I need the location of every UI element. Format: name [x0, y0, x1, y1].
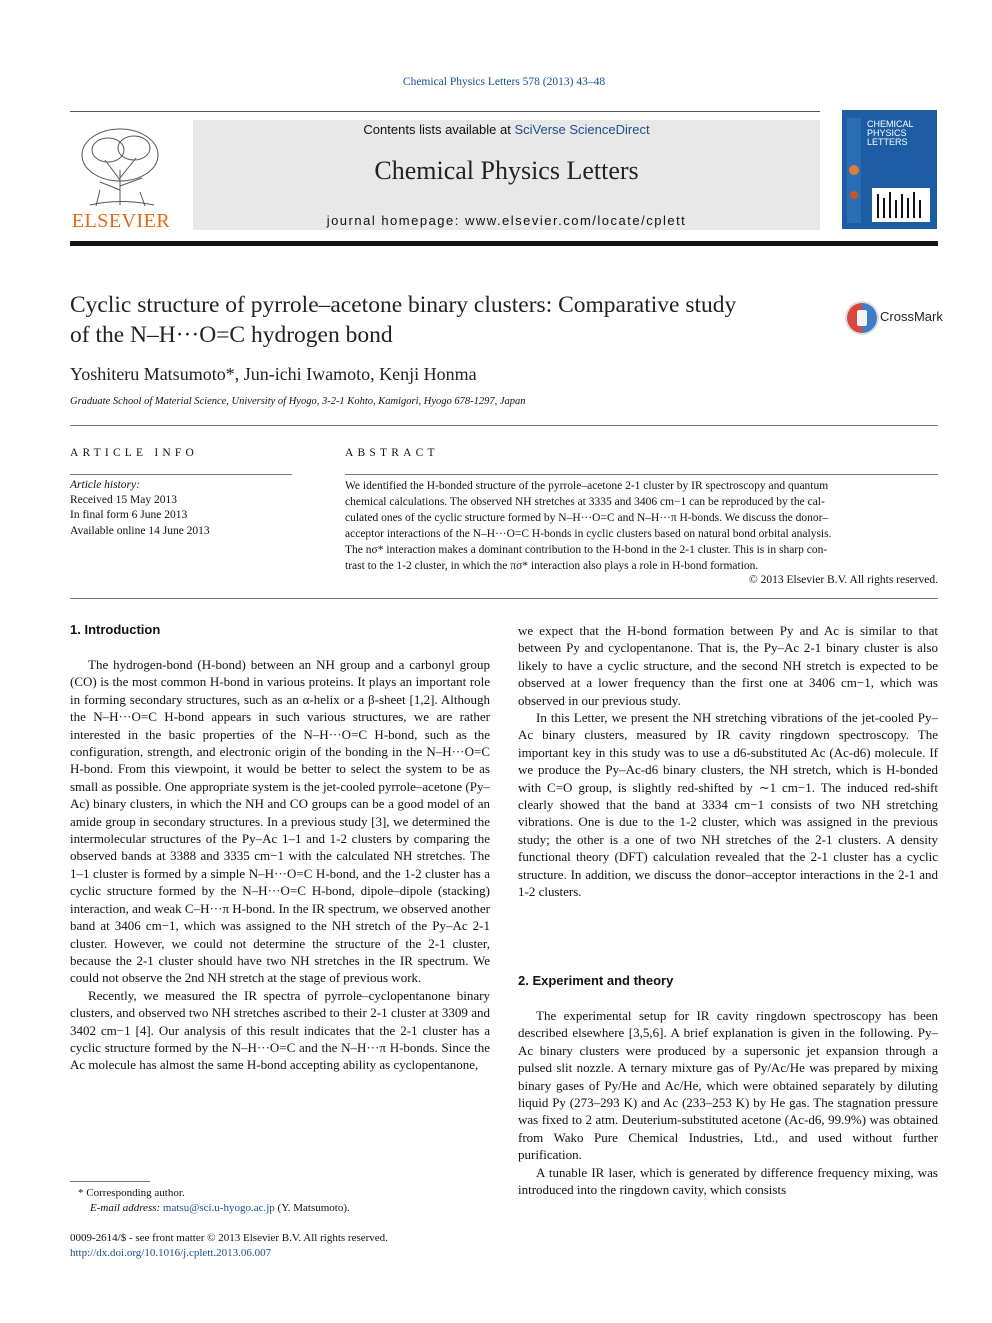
abstract-line: culated ones of the cyclic structure formed by N–H···O=C and N–H···π H-bonds. We discuss the donor–	[345, 512, 829, 524]
author-list: Yoshiteru Matsumoto*, Jun-ichi Iwamoto, Kenji Honma	[70, 364, 477, 384]
cover-title-line-3: LETTERS	[867, 137, 908, 147]
doi-link[interactable]: http://dx.doi.org/10.1016/j.cplett.2013.06.007	[70, 1246, 272, 1259]
cover-title-line-1: CHEMICAL	[867, 119, 914, 129]
journal-cover-image	[842, 110, 937, 229]
abstract-copyright: © 2013 Elsevier B.V. All rights reserved.	[749, 574, 938, 586]
bottom-info	[70, 1231, 388, 1260]
abstract-line: chemical calculations. The observed NH stretches at 3335 and 3406 cm−1 can be reproduced by the cal-	[345, 496, 825, 508]
journal-citation[interactable]: Chemical Physics Letters 578 (2013) 43–48	[402, 76, 606, 88]
header-rule	[70, 111, 820, 112]
section-heading-introduction: 1. Introduction	[70, 622, 161, 637]
crossmark-label[interactable]: CrossMark	[880, 309, 943, 324]
issn-line: 0009-2614/$ - see front matter © 2013 Elsevier B.V. All rights reserved.	[70, 1232, 388, 1244]
homepage-prefix: journal homepage:	[326, 213, 465, 228]
crossmark-icon[interactable]	[842, 298, 882, 338]
cover-graphic	[842, 110, 937, 229]
online-date: Available online 14 June 2013	[70, 524, 210, 537]
abstract-line: The nσ* interaction makes a dominant contribution to the H-bond in the 2-1 cluster. This is in sharp con-	[345, 544, 828, 556]
abstract-line: acceptor interactions of the N–H···O=C H-bonds in cyclic clusters based on natural bond orbital analysis.	[345, 528, 832, 540]
footnote	[70, 1186, 350, 1216]
abstract-rule	[345, 474, 938, 475]
author-affiliation: Graduate School of Material Science, University of Hyogo, 3-2-1 Kohto, Kamigori, Hyogo 678-1297, Japan	[70, 396, 526, 407]
title-rule	[70, 425, 938, 426]
paragraph: The experimental setup for IR cavity ringdown spectroscopy has been described elsewhere [3,5,6]. A brief explanation is given in the following. Py–Ac binary clusters were produced by a supersonic jet expansion through a pulsed slit nozzle. A ternary mixture gas of Py/Ac/He was prepared by mixing binary gases of Py/He and Ac/He, which were obtained separately by diluting liquid Py (273–293 K) and Ac (233–253 K) by He gas. The stagnation pressure was fixed to 2 atm. Deuterium-substituted acetone (Ac-d6, 99.9%) was obtained from Wako Pure Chemical Industries, Ltd., and used without further purification.	[518, 1008, 938, 1163]
experiment-text	[518, 1007, 938, 1198]
received-date: Received 15 May 2013	[70, 494, 177, 507]
left-column-text	[70, 656, 490, 1074]
cover-title-line-2: PHYSICS	[867, 128, 907, 138]
right-column-text	[518, 622, 938, 901]
article-history	[70, 478, 210, 539]
email-label: E-mail address:	[90, 1202, 163, 1214]
email-link[interactable]: matsu@sci.u-hyogo.ac.jp	[162, 1202, 275, 1214]
paragraph: In this Letter, we present the NH stretching vibrations of the jet-cooled Py–Ac binary clusters, measured by IR cavity ringdown spectroscopy. The important key in this study was to use a d6-substituted Ac (Ac-d6) molecule. If we produce the Py–Ac-d6 binary clusters, the NH stretch, which is H-bonded with C=O group, is slightly red-shifted by ∼1 cm−1. The induced red-shift clearly showed that the band at 3334 cm−1 consists of two NH stretching vibrations. One is due to the 1-2 cluster, which was assigned in the previous study; the other is a one of two NH stretches of the 2-1 clusters. A density functional theory (DFT) calculation revealed that the 2-1 cluster has a cyclic structure. In addition, we discuss the donor–acceptor interactions in the 2-1 and 1-2 clusters.	[518, 710, 938, 900]
email-suffix: (Y. Matsumoto).	[274, 1202, 350, 1214]
paragraph: A tunable IR laser, which is generated by difference frequency mixing, was introduced into the ringdown cavity, which consists	[518, 1164, 938, 1198]
sciencedirect-link[interactable]: SciVerse ScienceDirect	[514, 122, 650, 137]
homepage-link[interactable]: www.elsevier.com/locate/cplett	[465, 213, 687, 228]
elsevier-wordmark: ELSEVIER	[71, 210, 171, 232]
abstract-heading: ABSTRACT	[345, 447, 439, 459]
section-heading-experiment: 2. Experiment and theory	[518, 973, 674, 988]
abstract-line: trast to the 1-2 cluster, in which the πσ* interaction also plays a role in H-bond formation.	[345, 560, 759, 572]
abstract-text	[345, 478, 938, 574]
final-form-date: In final form 6 June 2013	[70, 509, 188, 522]
footnote-rule	[70, 1181, 150, 1182]
history-label: Article history:	[70, 479, 140, 491]
abstract-line: We identified the H-bonded structure of the pyrrole–acetone 2-1 cluster by IR spectroscopy and quantum	[345, 480, 829, 492]
homepage-line	[193, 213, 820, 228]
contents-line	[193, 122, 820, 137]
contents-prefix: Contents lists available at	[363, 122, 515, 137]
article-title	[70, 290, 830, 350]
corresponding-author-note: * Corresponding author.	[78, 1187, 185, 1199]
paragraph: The hydrogen-bond (H-bond) between an NH group and a carbonyl group (CO) is the most common H-bond in various proteins. It plays an important role in forming secondary structures, such as an α-helix or a β-sheet [1,2]. Although the N–H···O=C H-bond appears in such various structures, we are rather interested in the basic properties of the N–H···O=C H-bond, such as the configuration, strength, and electronic origin of the bonding in the N–H···O=C H-bond. From this viewpoint, it would be better to select the system to be as small as possible. One appropriate system is the jet-cooled pyrrole–acetone (Py–Ac) binary clusters, in which the NH and CO groups can be a good model of an amide group in secondary structures. In a previous study [3], we determined the intermolecular structures of the Py–Ac 1–1 and 1-2 clusters by comparing the observed bands at 3388 and 3335 cm−1 with the calculated NH stretches. The 1–1 cluster is formed by a simple N–H···O=C H-bond, and the 1-2 cluster has a cyclic structure formed by the N–H···O=C H-bond, dipole–dipole (stacking) interaction, and weak C–H···π H-bond. In the IR spectrum, we observed another band at 3406 cm−1, which was assigned to the NH stretch of the Py–Ac 2-1 cluster. However, we could not determine the structure of the 2-1 cluster, because the 2-1 cluster should have two NH stretches in the IR spectrum. We could not observe the 2nd NH stretch at the stage of previous work.	[70, 657, 490, 986]
paragraph: we expect that the H-bond formation between Py and Ac is similar to that between Py and cyclopentanone. That is, the Py–Ac 2-1 binary cluster is also likely to have a cyclic structure, and the second NH stretch is expected to be observed at a lower frequency than the first one at 3406 cm−1, which was observed in our previous study.	[518, 623, 938, 708]
title-line-2: of the N–H···O=C hydrogen bond	[70, 322, 393, 348]
paragraph: Recently, we measured the IR spectra of pyrrole–cyclopentanone binary clusters, and observed two NH stretches ascribed to their 2-1 cluster at 3309 and 3402 cm−1 [4]. Our analysis of this result indicates that the 2-1 cluster has a cyclic structure formed by the N–H···O=C and the N–H···π H-bonds. Since the Ac molecule has almost the same H-bond accepting ability as cyclopentanone,	[70, 987, 490, 1073]
article-info-heading: ARTICLE INFO	[70, 447, 198, 459]
abstract-bottom-rule	[70, 598, 938, 599]
title-line-1: Cyclic structure of pyrrole–acetone binary clusters: Comparative study	[70, 292, 737, 318]
header-heavy-rule	[70, 241, 938, 246]
article-info-rule	[70, 474, 292, 475]
journal-name: Chemical Physics Letters	[374, 156, 639, 185]
